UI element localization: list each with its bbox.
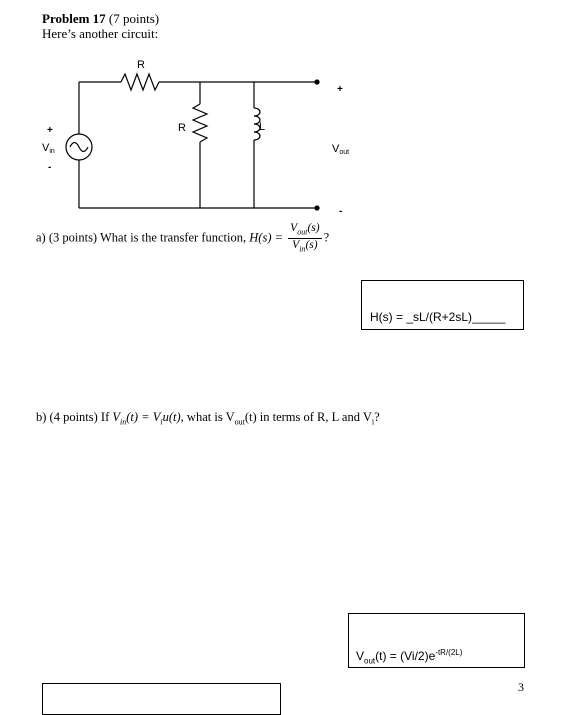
label-series-r: R	[137, 59, 145, 71]
problem-intro: Here’s another circuit:	[42, 26, 159, 41]
part-a-func: H(s) =	[249, 230, 284, 245]
part-b-lead: b) (4 points) If	[36, 410, 110, 424]
label-vin	[42, 142, 55, 155]
problem-label: Problem 17	[42, 11, 106, 26]
transfer-fraction	[288, 222, 321, 256]
label-vout-sub: out	[339, 149, 350, 156]
answer-b-text: $V_{out}(t) = (Vi/2)e^{-tR/(2L)}$	[356, 648, 463, 666]
page-number: 3	[518, 680, 524, 694]
part-a-qmark: ?	[323, 230, 330, 245]
terminal-dot-bottom	[314, 205, 319, 210]
part-b-question: b) (4 points) If $V_{in}(t) = V_iu(t)$, what is $V_{out}(t)$ in terms of R, L and $V_i$?	[36, 410, 380, 427]
label-vin-sub: in	[49, 148, 55, 155]
fraction-numerator: $V_{out}(s)$	[288, 222, 321, 239]
answer-a-text: H(s) = _sL/(R+2sL)_____	[370, 310, 506, 324]
label-vout-main: V	[332, 143, 340, 155]
label-minus-left: -	[48, 162, 52, 173]
problem-title	[42, 11, 159, 26]
label-vout	[332, 143, 349, 156]
label-inductor: L	[259, 121, 266, 133]
terminal-dot-top	[314, 79, 319, 84]
label-plus-left: +	[47, 125, 53, 136]
fraction-denominator: $V_{in}(s)$	[292, 239, 318, 254]
ac-source-wave	[70, 143, 88, 152]
label-vin-main: V	[42, 142, 50, 154]
part-b-tail: , what is V	[180, 410, 235, 424]
resistor-series	[121, 74, 159, 90]
circuit-diagram	[30, 52, 370, 222]
label-minus-right: -	[339, 206, 343, 217]
part-a-question	[36, 222, 329, 256]
answer-box-c	[42, 683, 281, 715]
label-plus-right: +	[337, 84, 343, 95]
part-a-lead: a) (3 points) What is the transfer function,	[36, 230, 247, 245]
resistor-shunt	[193, 104, 207, 142]
problem-points: (7 points)	[108, 11, 160, 26]
label-shunt-r: R	[178, 122, 186, 134]
part-b-vin: V	[112, 410, 121, 424]
